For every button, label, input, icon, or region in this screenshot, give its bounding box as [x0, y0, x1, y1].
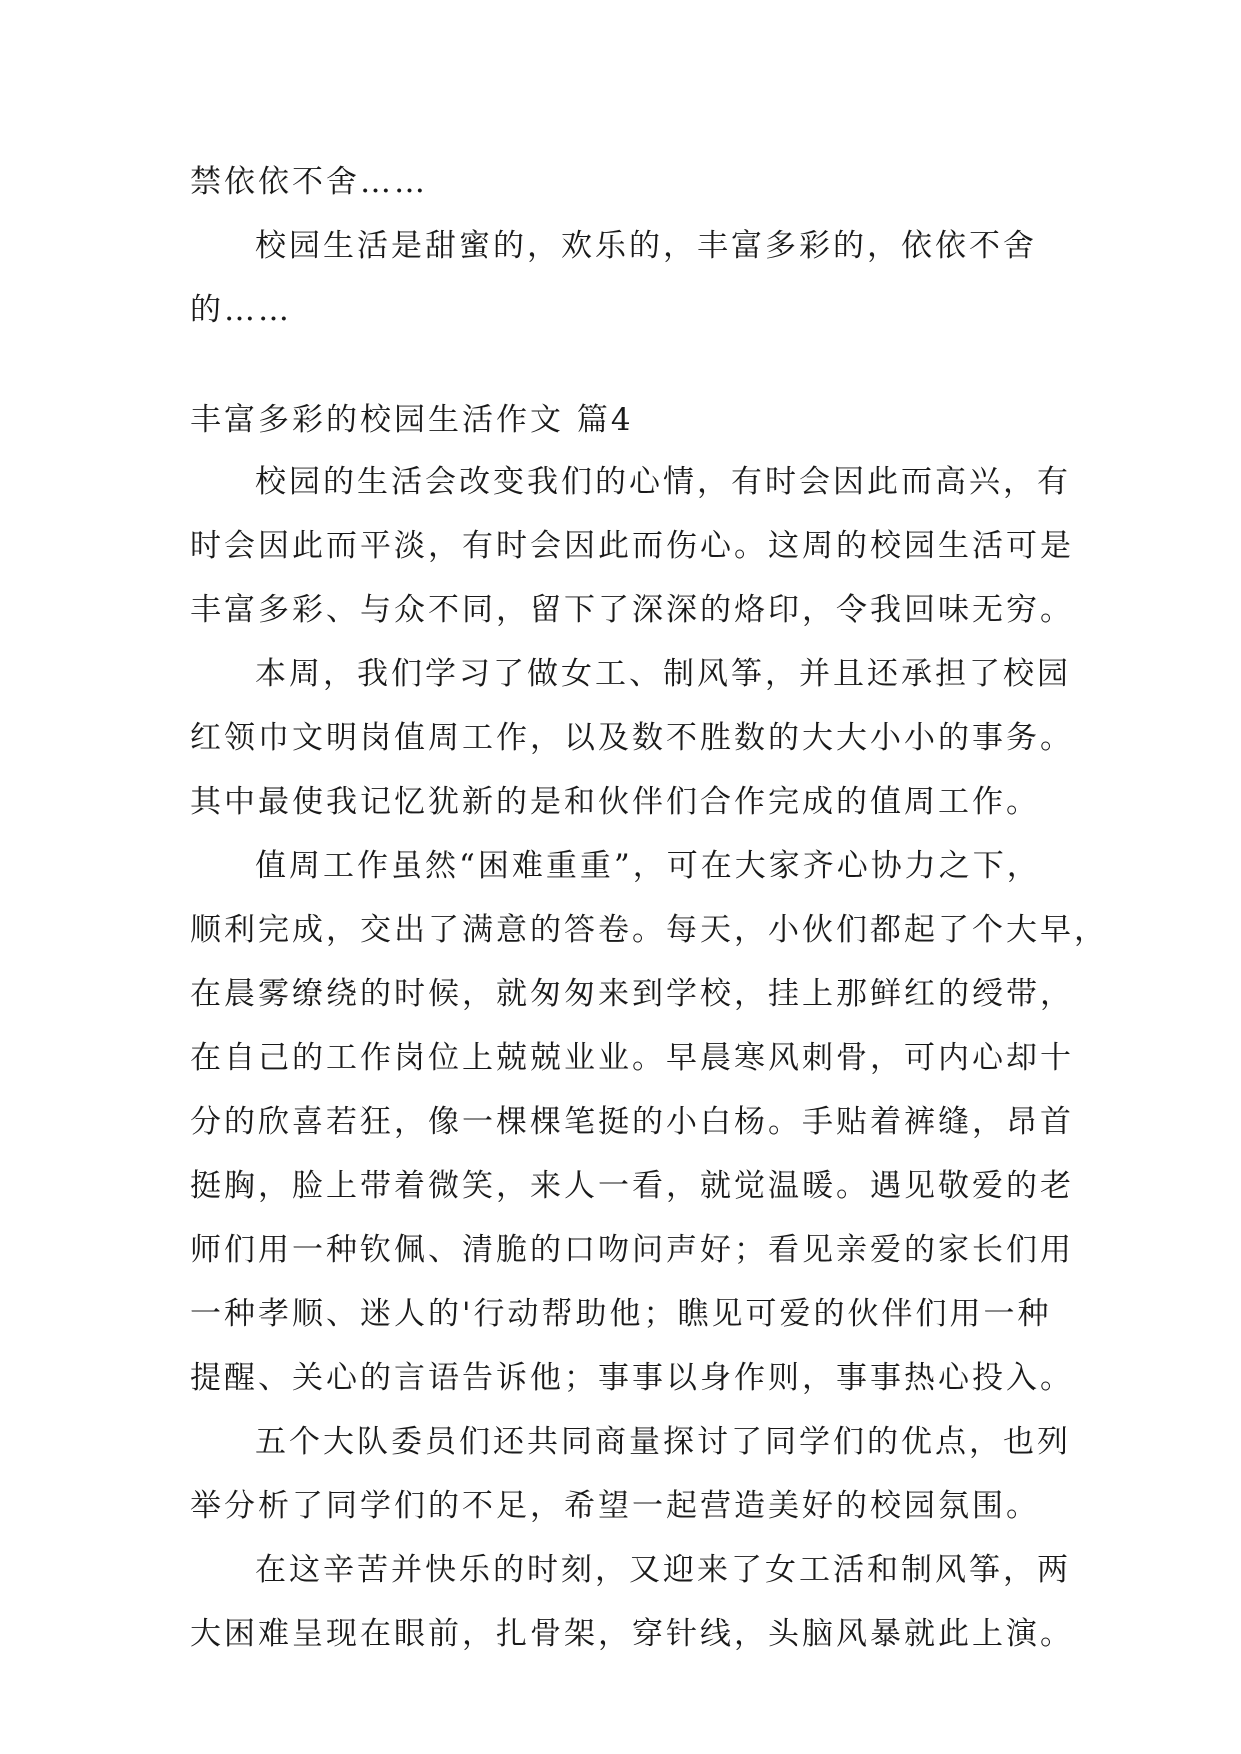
text-line: 师们用一种钦佩、清脆的口吻问声好；看见亲爱的家长们用 — [190, 1232, 1074, 1268]
paragraph-first-line: 五个大队委员们还共同商量探讨了同学们的优点，也列 — [255, 1424, 1071, 1460]
text-line: 丰富多彩、与众不同，留下了深深的烙印，令我回味无穷。 — [190, 592, 1074, 628]
paragraph-first-line: 在这辛苦并快乐的时刻，又迎来了女工活和制风筝，两 — [255, 1552, 1071, 1588]
text-line: 举分析了同学们的不足，希望一起营造美好的校园氛围。 — [190, 1488, 1040, 1524]
paragraph-first-line: 校园生活是甜蜜的，欢乐的，丰富多彩的，依依不舍 — [255, 228, 1037, 264]
text-line: 一种孝顺、迷人的'行动帮助他；瞧见可爱的伙伴们用一种 — [190, 1296, 1052, 1332]
text-line: 提醒、关心的言语告诉他；事事以身作则，事事热心投入。 — [190, 1360, 1074, 1396]
text-line: 分的欣喜若狂，像一棵棵笔挺的小白杨。手贴着裤缝，昂首 — [190, 1104, 1074, 1140]
text-line: 挺胸，脸上带着微笑，来人一看，就觉温暖。遇见敬爱的老 — [190, 1168, 1074, 1204]
paragraph-first-line: 校园的生活会改变我们的心情，有时会因此而高兴，有 — [255, 464, 1071, 500]
section-heading: 丰富多彩的校园生活作文 篇4 — [190, 402, 634, 438]
text-line: 禁依依不舍…… — [190, 164, 428, 200]
paragraph-first-line: 本周，我们学习了做女工、制风筝，并且还承担了校园 — [255, 656, 1071, 692]
text-line: 其中最使我记忆犹新的是和伙伴们合作完成的值周工作。 — [190, 784, 1040, 820]
text-line: 顺利完成，交出了满意的答卷。每天，小伙们都起了个大早， — [190, 912, 1108, 948]
text-line: 红领巾文明岗值周工作，以及数不胜数的大大小小的事务。 — [190, 720, 1074, 756]
paragraph-first-line: 值周工作虽然“困难重重”，可在大家齐心协力之下， — [255, 848, 1041, 884]
text-line: 在自己的工作岗位上兢兢业业。早晨寒风刺骨，可内心却十 — [190, 1040, 1074, 1076]
text-line: 时会因此而平淡，有时会因此而伤心。这周的校园生活可是 — [190, 528, 1074, 564]
text-line: 的…… — [190, 292, 292, 328]
text-line: 大困难呈现在眼前，扎骨架，穿针线，头脑风暴就此上演。 — [190, 1616, 1074, 1652]
text-line: 在晨雾缭绕的时候，就匆匆来到学校，挂上那鲜红的绶带， — [190, 976, 1074, 1012]
